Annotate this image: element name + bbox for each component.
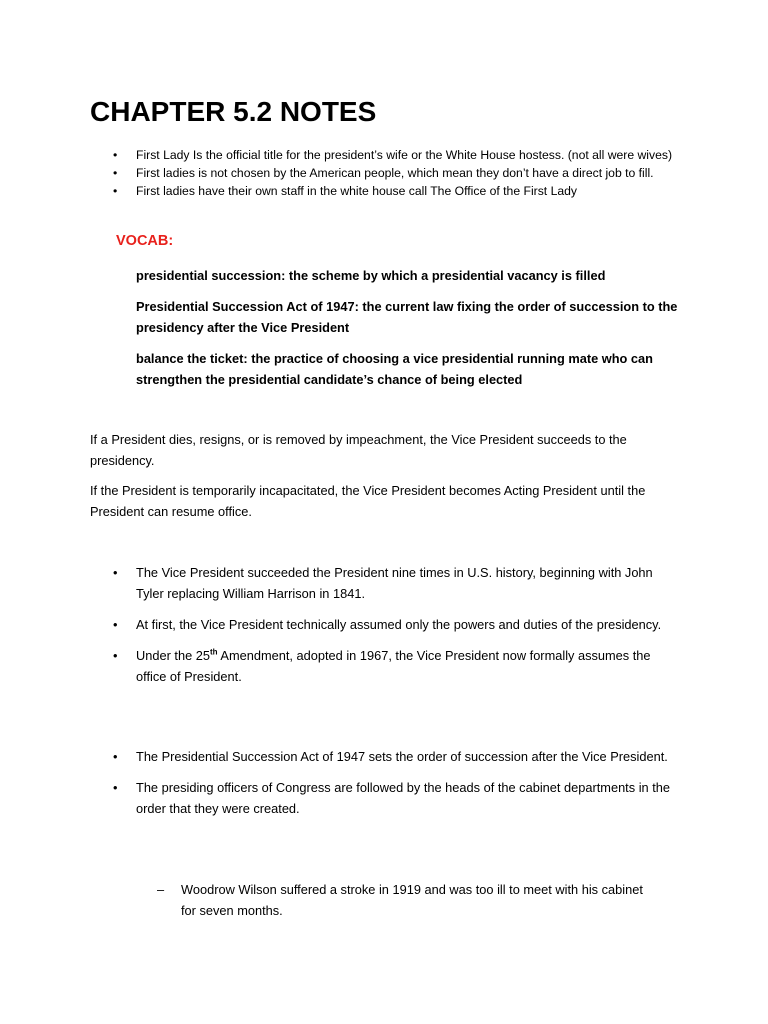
list-item <box>113 562 683 604</box>
bullet-icon: • <box>113 166 118 180</box>
bullet-icon: • <box>113 565 118 580</box>
list-item <box>113 164 683 182</box>
paragraph-incapacitated: If the President is temporarily incapacitated, the Vice President becomes Acting President until the President can resume office. <box>90 483 646 519</box>
vocab-list <box>136 265 681 400</box>
bullet-text: Woodrow Wilson suffered a stroke in 1919 and was too ill to meet with his cabinet for seven months. <box>181 882 643 918</box>
intro-bullet-list <box>113 146 683 200</box>
bullet-text: First Lady Is the official title for the president’s wife or the White House hostess. (not all were wives) <box>136 148 673 162</box>
superscript: th <box>210 647 218 657</box>
bullet-icon: • <box>113 648 118 663</box>
vocab-item: balance the ticket: the practice of choosing a vice presidential running mate who can strengthen the presidential candidate’s chance of being elected <box>136 351 653 387</box>
bullet-icon: • <box>113 749 118 764</box>
bullet-text: The Vice President succeeded the President nine times in U.S. history, beginning with John Tyler replacing William Harrison in 1841. <box>136 565 653 601</box>
bullet-text: First ladies is not chosen by the American people, which mean they don’t have a direct job to fill. <box>136 166 654 180</box>
vocab-item: Presidential Succession Act of 1947: the current law fixing the order of succession to the presidency after the Vice President <box>136 299 678 335</box>
vocab-heading: VOCAB: <box>116 233 174 249</box>
succession-bullet-list <box>113 746 683 829</box>
list-item <box>113 746 683 767</box>
bullet-text: At first, the Vice President technically assumed only the powers and duties of the presidency. <box>136 617 662 632</box>
dash-icon: – <box>157 882 165 897</box>
bullet-icon: • <box>113 780 118 795</box>
list-item <box>113 182 683 200</box>
bullet-icon: • <box>113 617 118 632</box>
bullet-text-part: Amendment, adopted in 1967, the Vice President now formally assumes the office of President. <box>136 648 651 684</box>
history-bullet-list <box>113 562 683 697</box>
bullet-text-part: Under the 25 <box>136 648 210 663</box>
sub-bullet-list <box>157 879 657 921</box>
bullet-icon: • <box>113 184 118 198</box>
bullet-icon: • <box>113 148 118 162</box>
list-item <box>113 614 683 635</box>
vocab-item: presidential succession: the scheme by which a presidential vacancy is filled <box>136 268 606 283</box>
list-item <box>113 146 683 164</box>
list-item <box>113 645 683 687</box>
list-item <box>113 777 683 819</box>
bullet-text: The Presidential Succession Act of 1947 sets the order of succession after the Vice President. <box>136 749 668 764</box>
list-item <box>157 879 657 921</box>
page-title: CHAPTER 5.2 NOTES <box>90 96 377 127</box>
bullet-text: First ladies have their own staff in the white house call The Office of the First Lady <box>136 184 578 198</box>
bullet-text: The presiding officers of Congress are followed by the heads of the cabinet departments in the order that they were created. <box>136 780 670 816</box>
paragraph-succession: If a President dies, resigns, or is removed by impeachment, the Vice President succeeds to the presidency. <box>90 432 627 468</box>
